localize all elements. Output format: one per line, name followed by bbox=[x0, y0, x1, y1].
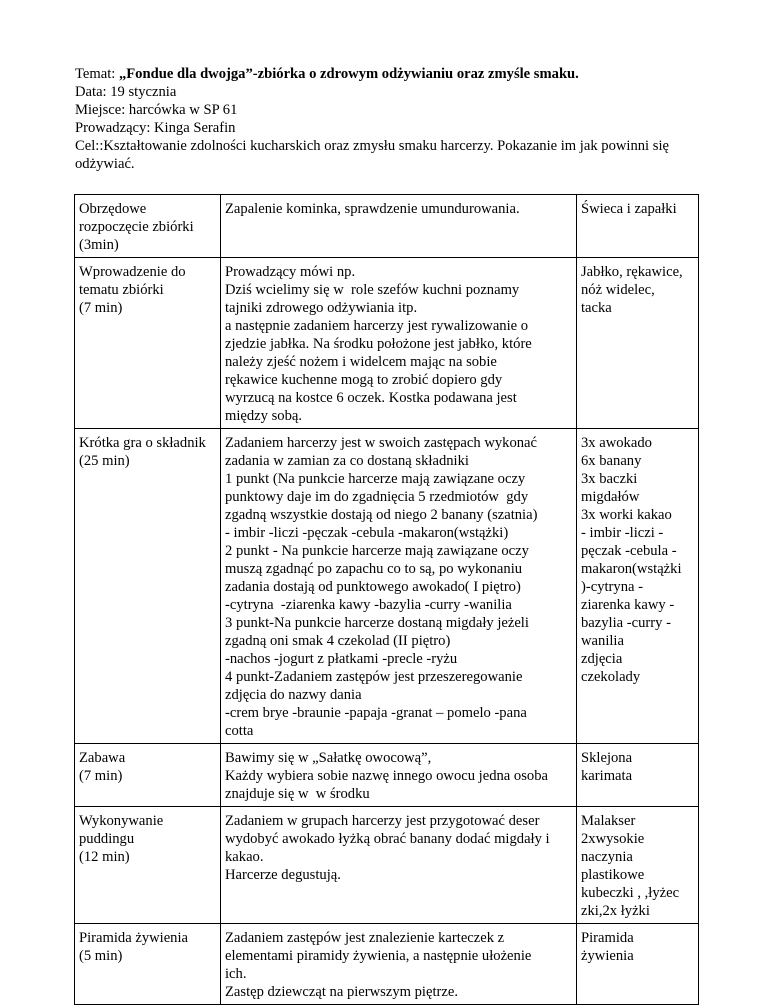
phase-cell bbox=[75, 744, 221, 807]
phase-cell bbox=[75, 807, 221, 924]
description-text-line: wyrzucą na kostce 6 oczek. Kostka podawana jest bbox=[225, 390, 517, 406]
materials-text-line: migdałów bbox=[581, 489, 640, 505]
description-text-line: zgadną wszystkie dostają od niego 2 banany (szatnia) bbox=[225, 507, 538, 523]
description-text-line: cotta bbox=[225, 723, 254, 739]
table-row bbox=[75, 924, 699, 1005]
phase-text-line: rozpoczęcie zbiórki bbox=[79, 219, 194, 235]
phase-text-line: Piramida żywienia bbox=[79, 930, 189, 946]
description-text-line: zadania w zamian za co dostaną składniki bbox=[225, 453, 469, 469]
topic-label: Temat: bbox=[75, 66, 119, 82]
description-text-line: tajniki zdrowego odżywiania itp. bbox=[225, 300, 418, 316]
description-text-line: a następnie zadaniem harcerzy jest rywalizowanie o bbox=[225, 318, 529, 334]
materials-text-line: nóż widelec, bbox=[581, 282, 655, 298]
phase-cell bbox=[75, 195, 221, 258]
materials-text-line: czekolady bbox=[581, 669, 641, 685]
description-text-line: Zapalenie kominka, sprawdzenie umundurowania. bbox=[225, 201, 520, 217]
materials-text-line: )-cytryna - bbox=[581, 579, 643, 595]
description-text-line: punktowy daje im do zgadnięcia 5 rzedmiotów gdy bbox=[225, 489, 529, 505]
description-text-line: zjedzie jabłka. Na środku położone jest jabłko, które bbox=[225, 336, 532, 352]
description-cell bbox=[221, 807, 577, 924]
table-row bbox=[75, 195, 699, 258]
materials-text-line: kubeczki , ,łyżec bbox=[581, 885, 680, 901]
materials-text-line: 2xwysokie bbox=[581, 831, 645, 847]
materials-text-line: Malakser bbox=[581, 813, 636, 829]
materials-text-line: 3x baczki bbox=[581, 471, 638, 487]
materials-text-line: Sklejona bbox=[581, 750, 633, 766]
materials-text-line: 6x banany bbox=[581, 453, 642, 469]
topic-line bbox=[75, 65, 715, 83]
materials-text-line: pęczak -cebula - bbox=[581, 543, 677, 559]
materials-text-line: ziarenka kawy - bbox=[581, 597, 675, 613]
description-text-line: 2 punkt - Na punkcie harcerze mają zawiązane oczy bbox=[225, 543, 529, 559]
description-text-line: Każdy wybiera sobie nazwę innego owocu jedna osoba bbox=[225, 768, 548, 784]
description-text-line: wydobyć awokado łyżką obrać banany dodać migdały i bbox=[225, 831, 550, 847]
phase-text-line: (12 min) bbox=[79, 849, 130, 865]
materials-text-line: Świeca i zapałki bbox=[581, 201, 677, 217]
materials-text-line: zki,2x łyżki bbox=[581, 903, 650, 919]
materials-text-line: Piramida bbox=[581, 930, 634, 946]
description-text-line: Zadaniem w grupach harcerzy jest przygotować deser bbox=[225, 813, 540, 829]
materials-text-line: makaron(wstążki bbox=[581, 561, 682, 577]
phase-text-line: Wykonywanie bbox=[79, 813, 164, 829]
description-text-line: -crem brye -braunie -papaja -granat – pomelo -pana bbox=[225, 705, 527, 721]
materials-cell bbox=[577, 258, 699, 429]
goal-line: Cel::Kształtowanie zdolności kucharskich oraz zmysłu smaku harcerzy. Pokazanie im jak powinni się odżywiać. bbox=[75, 138, 669, 172]
materials-cell bbox=[577, 924, 699, 1005]
phase-cell bbox=[75, 258, 221, 429]
description-text-line: -cytryna -ziarenka kawy -bazylia -curry -wanilia bbox=[225, 597, 512, 613]
date-line: Data: 19 stycznia bbox=[75, 84, 177, 100]
description-text-line: Zadaniem zastępów jest znalezienie karteczek z bbox=[225, 930, 505, 946]
description-text-line: Zastęp dziewcząt na pierwszym piętrze. bbox=[225, 984, 458, 1000]
materials-text-line: - imbir -liczi - bbox=[581, 525, 664, 541]
table-row bbox=[75, 258, 699, 429]
phase-text-line: (7 min) bbox=[79, 300, 123, 316]
materials-text-line: naczynia bbox=[581, 849, 633, 865]
materials-cell bbox=[577, 429, 699, 744]
phase-text-line: Wprowadzenie do bbox=[79, 264, 186, 280]
materials-text-line: zdjęcia bbox=[581, 651, 623, 667]
table-row bbox=[75, 807, 699, 924]
phase-text-line: Krótka gra o składnik bbox=[79, 435, 206, 451]
place-line: Miejsce: harcówka w SP 61 bbox=[75, 102, 238, 118]
description-cell bbox=[221, 195, 577, 258]
phase-text-line: tematu zbiórki bbox=[79, 282, 164, 298]
phase-cell bbox=[75, 429, 221, 744]
phase-text-line: Obrzędowe bbox=[79, 201, 147, 217]
phase-text-line: Zabawa bbox=[79, 750, 126, 766]
description-cell bbox=[221, 258, 577, 429]
description-text-line: Dziś wcielimy się w role szefów kuchni poznamy bbox=[225, 282, 520, 298]
materials-text-line: żywienia bbox=[581, 948, 634, 964]
description-text-line: 4 punkt-Zadaniem zastępów jest przeszeregowanie bbox=[225, 669, 523, 685]
description-text-line: Zadaniem harcerzy jest w swoich zastępach wykonać bbox=[225, 435, 538, 451]
description-text-line: muszą zgadnąć po zapachu co to są, po wykonaniu bbox=[225, 561, 523, 577]
materials-text-line: Jabłko, rękawice, bbox=[581, 264, 683, 280]
phase-text-line: (7 min) bbox=[79, 768, 123, 784]
materials-text-line: karimata bbox=[581, 768, 633, 784]
materials-cell bbox=[577, 744, 699, 807]
description-text-line: kakao. bbox=[225, 849, 264, 865]
phase-text-line: (25 min) bbox=[79, 453, 130, 469]
materials-text-line: tacka bbox=[581, 300, 612, 316]
description-text-line: znajduje się w w środku bbox=[225, 786, 370, 802]
description-text-line: 1 punkt (Na punkcie harcerze mają zawiązane oczy bbox=[225, 471, 526, 487]
description-text-line: między sobą. bbox=[225, 408, 303, 424]
leader-line: Prowadzący: Kinga Serafin bbox=[75, 120, 236, 136]
description-text-line: rękawice kuchenne mogą to zrobić dopiero gdy bbox=[225, 372, 503, 388]
description-cell bbox=[221, 744, 577, 807]
description-text-line: 3 punkt-Na punkcie harcerze dostaną migdały jeżeli bbox=[225, 615, 529, 631]
table-row bbox=[75, 429, 699, 744]
document-header bbox=[75, 65, 715, 173]
phase-text-line: (3min) bbox=[79, 237, 119, 253]
description-cell bbox=[221, 429, 577, 744]
materials-cell bbox=[577, 807, 699, 924]
description-text-line: elementami piramidy żywienia, a następnie ułożenie bbox=[225, 948, 532, 964]
description-text-line: -nachos -jogurt z płatkami -precle -ryżu bbox=[225, 651, 458, 667]
materials-cell bbox=[577, 195, 699, 258]
materials-text-line: bazylia -curry - bbox=[581, 615, 671, 631]
description-text-line: Bawimy się w „Sałatkę owocową”, bbox=[225, 750, 432, 766]
meeting-plan-table bbox=[74, 194, 699, 1005]
description-text-line: zgadną oni smak 4 czekolad (II piętro) bbox=[225, 633, 451, 649]
phase-cell bbox=[75, 924, 221, 1005]
topic-title: „Fondue dla dwojga”-zbiórka o zdrowym odżywianiu oraz zmyśle smaku. bbox=[118, 66, 579, 82]
description-text-line: Prowadzący mówi np. bbox=[225, 264, 356, 280]
description-cell bbox=[221, 924, 577, 1005]
materials-text-line: wanilia bbox=[581, 633, 624, 649]
description-text-line: zdjęcia do nazwy dania bbox=[225, 687, 362, 703]
materials-text-line: 3x worki kakao bbox=[581, 507, 672, 523]
description-text-line: Harcerze degustują. bbox=[225, 867, 341, 883]
materials-text-line: 3x awokado bbox=[581, 435, 652, 451]
phase-text-line: (5 min) bbox=[79, 948, 123, 964]
phase-text-line: puddingu bbox=[79, 831, 135, 847]
description-text-line: ich. bbox=[225, 966, 247, 982]
materials-text-line: plastikowe bbox=[581, 867, 645, 883]
description-text-line: zadania dostają od punktowego awokado( I piętro) bbox=[225, 579, 521, 595]
table-row bbox=[75, 744, 699, 807]
description-text-line: należy zjeść nożem i widelcem mając na sobie bbox=[225, 354, 497, 370]
description-text-line: - imbir -liczi -pęczak -cebula -makaron(wstążki) bbox=[225, 525, 509, 541]
